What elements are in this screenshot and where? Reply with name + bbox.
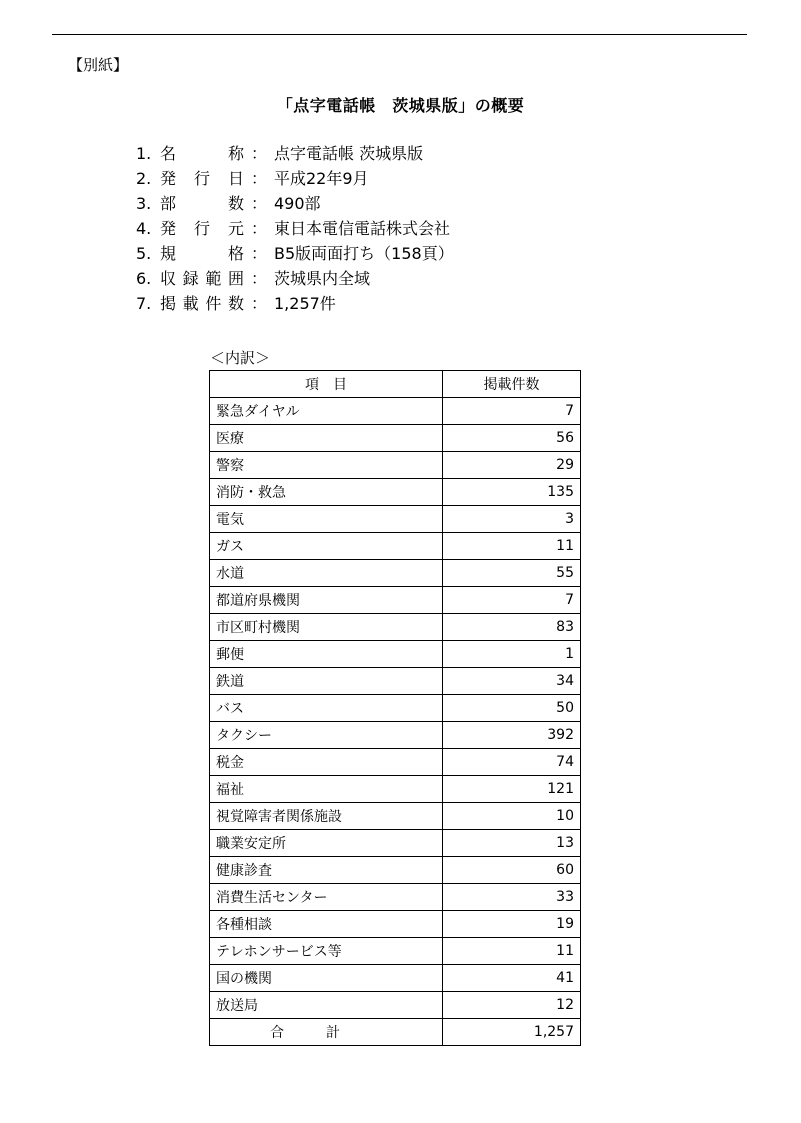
row-count: 12: [443, 992, 581, 1019]
table-row: [210, 506, 581, 533]
document-title: 「点字電話帳 茨城県版」の概要: [276, 96, 525, 115]
row-item: バス: [210, 695, 443, 722]
row-count: 83: [443, 614, 581, 641]
summary-number: 5.: [136, 244, 152, 263]
row-item: 都道府県機関: [210, 587, 443, 614]
row-count: 135: [443, 479, 581, 506]
header-count: 掲載件数: [443, 371, 581, 398]
summary-number: 7.: [136, 294, 152, 313]
summary-item: [136, 191, 454, 216]
row-item: 鉄道: [210, 668, 443, 695]
summary-item: [136, 241, 454, 266]
row-count: 11: [443, 938, 581, 965]
summary-item: [136, 166, 454, 191]
summary-colon: ：: [250, 244, 267, 263]
summary-label: 掲載件数: [160, 294, 244, 313]
row-count: 10: [443, 803, 581, 830]
table-row: [210, 803, 581, 830]
row-count: 34: [443, 668, 581, 695]
summary-label: 部数: [160, 194, 244, 213]
table-row: [210, 560, 581, 587]
row-item: 各種相談: [210, 911, 443, 938]
summary-value: 点字電話帳 茨城県版: [274, 144, 424, 163]
table-row: [210, 722, 581, 749]
table-row: [210, 911, 581, 938]
row-item: 職業安定所: [210, 830, 443, 857]
summary-item: [136, 266, 454, 291]
row-item: 水道: [210, 560, 443, 587]
row-count: 392: [443, 722, 581, 749]
total-value: 1,257: [443, 1019, 581, 1046]
row-item: 放送局: [210, 992, 443, 1019]
table-row: [210, 776, 581, 803]
row-item: 消費生活センター: [210, 884, 443, 911]
row-count: 13: [443, 830, 581, 857]
table-row: [210, 965, 581, 992]
table-header-row: [210, 371, 581, 398]
breakdown-heading: ＜内訳＞: [210, 349, 271, 367]
summary-value: 東日本電信電話株式会社: [274, 219, 451, 238]
header-item: 項 目: [210, 371, 443, 398]
summary-label: 発行日: [160, 169, 244, 188]
row-item: ガス: [210, 533, 443, 560]
row-item: 緊急ダイヤル: [210, 398, 443, 425]
table-row: [210, 641, 581, 668]
table-total-row: [210, 1019, 581, 1046]
row-count: 60: [443, 857, 581, 884]
row-count: 56: [443, 425, 581, 452]
table-row: [210, 533, 581, 560]
summary-number: 6.: [136, 269, 152, 288]
row-count: 1: [443, 641, 581, 668]
summary-item: [136, 141, 454, 166]
summary-number: 4.: [136, 219, 152, 238]
row-count: 3: [443, 506, 581, 533]
table-row: [210, 695, 581, 722]
summary-value: 1,257件: [274, 294, 336, 313]
summary-label: 規格: [160, 244, 244, 263]
summary-item: [136, 291, 454, 316]
row-count: 33: [443, 884, 581, 911]
summary-colon: ：: [250, 144, 267, 163]
summary-list: [136, 141, 454, 316]
row-count: 7: [443, 398, 581, 425]
row-item: タクシー: [210, 722, 443, 749]
row-count: 29: [443, 452, 581, 479]
table-row: [210, 749, 581, 776]
breakdown-table: [209, 370, 581, 1046]
summary-colon: ：: [250, 169, 267, 188]
row-item: 視覚障害者関係施設: [210, 803, 443, 830]
row-item: 郵便: [210, 641, 443, 668]
row-count: 55: [443, 560, 581, 587]
table-row: [210, 992, 581, 1019]
row-count: 7: [443, 587, 581, 614]
summary-value: 490部: [274, 194, 321, 213]
summary-colon: ：: [250, 194, 267, 213]
table-row: [210, 614, 581, 641]
row-item: 国の機関: [210, 965, 443, 992]
row-count: 19: [443, 911, 581, 938]
row-item: 消防・救急: [210, 479, 443, 506]
row-count: 41: [443, 965, 581, 992]
row-item: 警察: [210, 452, 443, 479]
table-row: [210, 452, 581, 479]
attachment-label: 【別紙】: [68, 56, 129, 74]
row-item: 市区町村機関: [210, 614, 443, 641]
summary-colon: ：: [250, 219, 267, 238]
table-row: [210, 425, 581, 452]
top-rule: [52, 34, 747, 35]
summary-number: 2.: [136, 169, 152, 188]
table-row: [210, 857, 581, 884]
table-row: [210, 884, 581, 911]
row-item: 福祉: [210, 776, 443, 803]
summary-value: 茨城県内全域: [274, 269, 371, 288]
table-row: [210, 398, 581, 425]
table-row: [210, 479, 581, 506]
summary-label: 発行元: [160, 219, 244, 238]
total-label: 合計: [210, 1019, 443, 1046]
row-item: 税金: [210, 749, 443, 776]
table-row: [210, 830, 581, 857]
summary-item: [136, 216, 454, 241]
summary-number: 3.: [136, 194, 152, 213]
row-item: 医療: [210, 425, 443, 452]
row-item: テレホンサービス等: [210, 938, 443, 965]
summary-colon: ：: [250, 294, 267, 313]
table-row: [210, 938, 581, 965]
summary-label: 名称: [160, 144, 244, 163]
summary-number: 1.: [136, 144, 152, 163]
row-count: 50: [443, 695, 581, 722]
row-item: 健康診査: [210, 857, 443, 884]
summary-value: 平成22年9月: [274, 169, 369, 188]
table-row: [210, 587, 581, 614]
row-count: 74: [443, 749, 581, 776]
row-item: 電気: [210, 506, 443, 533]
row-count: 121: [443, 776, 581, 803]
summary-label: 収録範囲: [160, 269, 244, 288]
row-count: 11: [443, 533, 581, 560]
table-row: [210, 668, 581, 695]
summary-value: B5版両面打ち（158頁）: [274, 244, 454, 263]
summary-colon: ：: [250, 269, 267, 288]
